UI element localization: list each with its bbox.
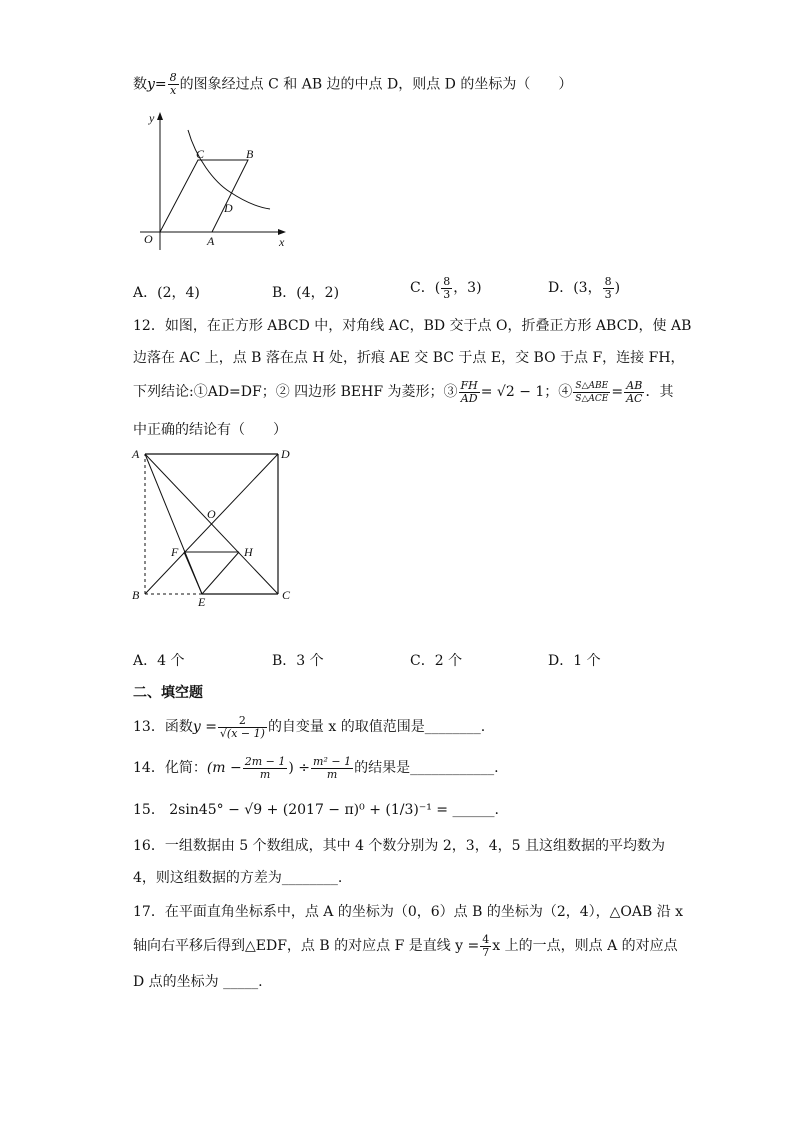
q11-label-a: A — [207, 234, 215, 248]
q17-den: 7 — [482, 945, 490, 959]
q17-line2-post: x 上的一点，则点 A 的对应点 — [492, 938, 678, 954]
q11-func-fraction — [168, 72, 179, 97]
q14-post[interactable]: 的结果是____________. — [354, 760, 499, 776]
q12-line3-pre: 下列结论:①AD=DF；② 四边形 BEHF 为菱形；③ — [133, 384, 458, 400]
q12-line-4: 中正确的结论有（ ） — [133, 422, 287, 438]
q11-option-c-frac — [441, 276, 452, 301]
q14-n1: 2m − 1 — [244, 754, 286, 768]
q11-func-num: 8 — [169, 71, 177, 84]
q11-parallelogram — [160, 160, 248, 232]
q11-option-c-den: 3 — [443, 287, 451, 301]
q17-line-1: 17．在平面直角坐标系中，点 A 的坐标为（0，6）点 B 的坐标为（2，4），△OAB 沿 x — [133, 904, 684, 920]
q14-b: ) ÷ — [288, 760, 311, 776]
q12-frac-area — [573, 380, 610, 405]
q14-d1: m — [259, 767, 271, 781]
q11-option-c-pre: C．( — [410, 280, 441, 296]
q12-line-3 — [133, 376, 673, 408]
q12-eq: = — [611, 384, 624, 400]
q13-fraction — [218, 715, 267, 740]
q12-figure — [128, 444, 300, 610]
q11-option-d-frac — [603, 276, 614, 301]
q17-line-2 — [133, 930, 678, 962]
q12-line3-post: ．其 — [645, 384, 674, 400]
q11-option-b[interactable]: B．(4，2) — [272, 285, 340, 301]
q16-line-2[interactable]: 4，则这组数据的方差为________. — [133, 870, 343, 886]
q11-label-x: x — [279, 235, 285, 249]
q11-y-arrow-icon — [157, 112, 163, 120]
q12-label-c: C — [282, 588, 291, 602]
q14-pre: 14．化简： — [133, 760, 207, 776]
q16-line-1: 16．一组数据由 5 个数组成，其中 4 个数分别为 2，3，4，5 且这组数据的平均数为 — [133, 838, 665, 854]
q11-label-b: B — [246, 147, 254, 161]
q14-frac-1 — [243, 756, 288, 781]
q14-n2: m² − 1 — [313, 754, 352, 768]
q11-option-d-post: ) — [614, 280, 621, 296]
section-heading-fill-in: 二、填空题 — [133, 685, 203, 701]
q11-option-d-pre: D．(3， — [548, 280, 602, 296]
q14-frac-2 — [311, 756, 353, 781]
q12-frac2-num: S△ABE — [573, 380, 610, 393]
q12-option-b[interactable]: B．3 个 — [272, 653, 324, 669]
q11-stem-post: 的图象经过点 C 和 AB 边的中点 D，则点 D 的坐标为（ ） — [179, 76, 573, 93]
q11-figure — [130, 108, 300, 258]
q13-den: √(x − 1) — [219, 726, 265, 740]
q11-label-d: D — [224, 201, 233, 215]
q15[interactable]: 15． 2sin45° − √9 + (2017 − π)⁰ + (1/3)⁻¹ = ______. — [133, 802, 499, 818]
q11-option-c-post: ，3) — [453, 280, 482, 296]
q17-line2-pre: 轴向右平移后得到△EDF，点 B 的对应点 F 是直线 y = — [133, 938, 480, 954]
q13-lhs: y = — [192, 719, 217, 735]
q12-line3-mid: = √2 − 1；④ — [480, 384, 573, 400]
q13-post[interactable]: 的自变量 x 的取值范围是________. — [267, 719, 486, 735]
q13-pre: 13．函数 — [133, 719, 193, 735]
q17-num: 4 — [482, 932, 490, 946]
q11-option-d-den: 3 — [604, 287, 612, 301]
q12-frac1-den: AD — [460, 391, 478, 405]
q12-frac3-num: AB — [624, 380, 644, 393]
q12-frac2-den: S△ACE — [575, 393, 609, 404]
q11-label-c: C — [196, 147, 205, 161]
q11-label-o: O — [144, 232, 153, 246]
q13-num: 2 — [218, 715, 267, 728]
q14-a: (m − — [206, 760, 242, 776]
q12-option-a[interactable]: A．4 个 — [133, 653, 185, 669]
q12-frac-ab-ac — [624, 380, 644, 405]
q17-fraction — [480, 934, 491, 959]
q12-line-2: 边落在 AC 上，点 B 落在点 H 处，折痕 AE 交 BC 于点 E，交 BO 于点 F，连接 FH， — [133, 350, 685, 366]
q12-frac-fh-ad — [459, 380, 480, 405]
q11-option-c-num: 8 — [443, 274, 451, 288]
q11-func-lhs: y= — [147, 76, 167, 93]
q14 — [133, 752, 499, 784]
q11-option-c[interactable] — [410, 274, 482, 302]
q11-option-a[interactable]: A．(2，4) — [133, 285, 200, 301]
q12-line-1: 12．如图，在正方形 ABCD 中，对角线 AC，BD 交于点 O，折叠正方形 ABCD，使 AB — [133, 318, 692, 334]
q11-stem-pre: 数 — [133, 76, 147, 93]
q12-label-f: F — [171, 545, 179, 559]
q12-label-b: B — [132, 588, 140, 602]
q12-option-c[interactable]: C．2 个 — [410, 653, 463, 669]
q11-option-d-num: 8 — [604, 274, 612, 288]
q11-option-d[interactable] — [548, 274, 620, 302]
q11-func-den: x — [170, 84, 177, 97]
q12-option-d[interactable]: D．1 个 — [548, 653, 601, 669]
q12-label-h: H — [244, 545, 253, 559]
q12-frac3-den: AC — [626, 391, 643, 405]
q11-label-y: y — [149, 111, 155, 125]
q12-label-o: O — [207, 507, 216, 521]
q12-segment-fe — [184, 552, 202, 594]
q14-d2: m — [326, 767, 338, 781]
q13 — [133, 712, 485, 742]
q17-line-3[interactable]: D 点的坐标为 _____. — [133, 974, 263, 990]
q11-stem — [133, 72, 572, 97]
q12-label-d: D — [281, 447, 290, 461]
q12-label-a: A — [132, 447, 140, 461]
q12-frac1-num: FH — [460, 378, 478, 392]
q12-segment-he — [202, 552, 239, 594]
q12-label-e: E — [198, 595, 206, 609]
